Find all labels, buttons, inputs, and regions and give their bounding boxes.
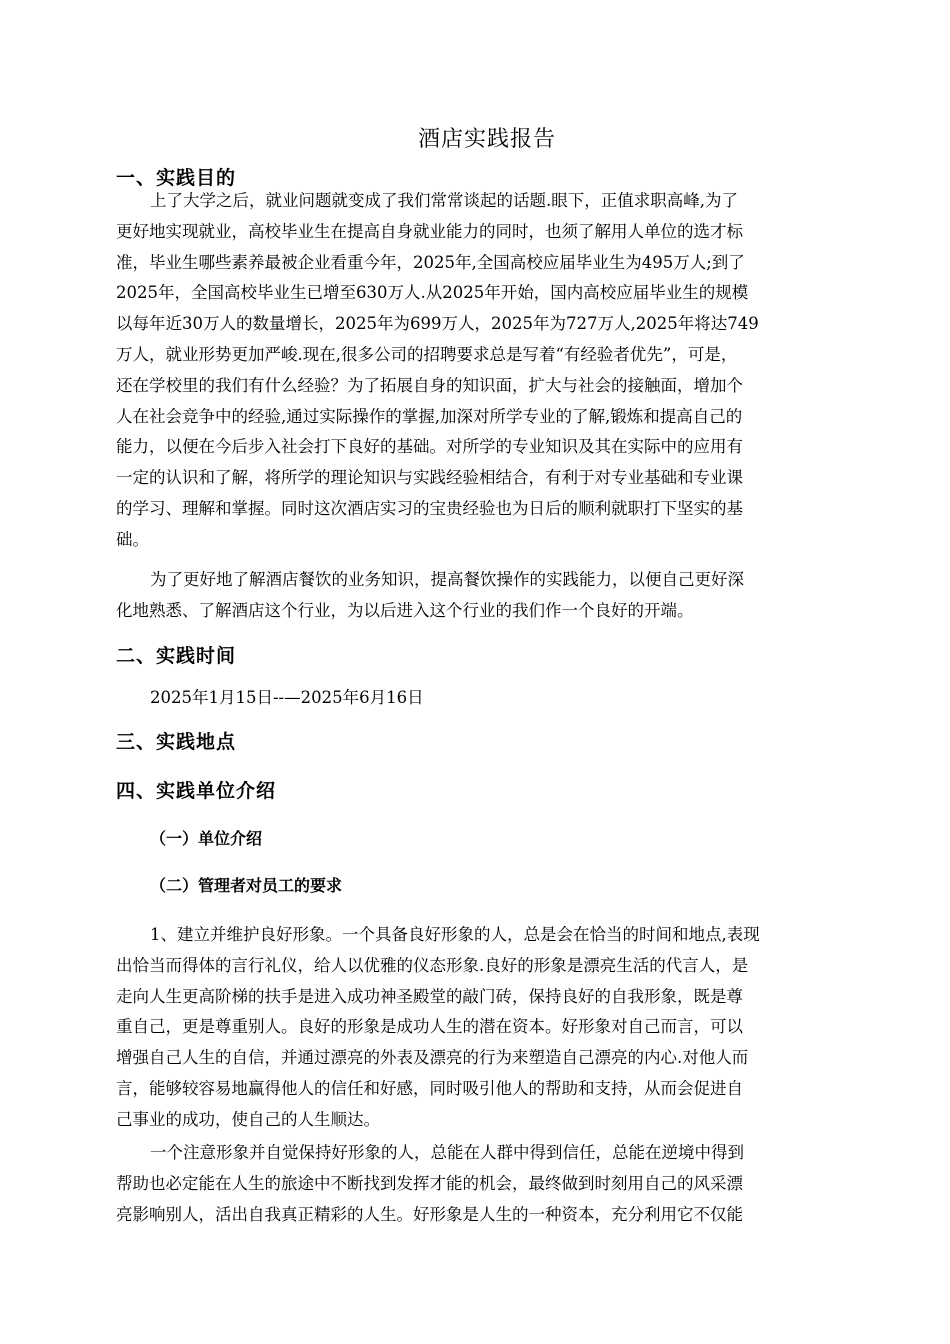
- requirements-paragraph-1: [116, 920, 862, 1136]
- purpose-paragraph-2: [116, 565, 862, 627]
- section-heading-time: 二、实践时间: [116, 645, 237, 667]
- paragraph-line: 出恰当而得体的言行礼仪，给人以优雅的仪态形象.良好的形象是漂亮生活的代言人，是: [116, 955, 749, 975]
- purpose-paragraph-1: [116, 186, 862, 556]
- paragraph-line: 2025年，全国高校毕业生已增至630万人.从2025年开始，国内高校应届毕业生的规模: [116, 283, 749, 303]
- subheading-staff-requirements: （二）管理者对员工的要求: [150, 876, 343, 895]
- paragraph-line: 更好地实现就业，高校毕业生在提高自身就业能力的同时，也须了解用人单位的选才标: [116, 221, 743, 241]
- paragraph-line: 己事业的成功，使自己的人生顺达。: [116, 1109, 380, 1129]
- paragraph-line: 以每年近30万人的数量增长，2025年为699万人，2025年为727万人,2025年将达749: [116, 314, 759, 334]
- paragraph-line: 人在社会竞争中的经验,通过实际操作的掌握,加深对所学专业的了解,锻炼和提高自己的: [116, 406, 743, 426]
- practice-time-text: 2025年1月15日--—2025年6月16日: [150, 688, 424, 707]
- paragraph-line: 一个注意形象并自觉保持好形象的人，总能在人群中得到信任，总能在逆境中得到: [150, 1143, 744, 1162]
- document-title: 酒店实践报告: [417, 127, 556, 152]
- paragraph-line: 一定的认识和了解，将所学的理论知识与实践经验相结合，有利于对专业基础和专业课: [116, 468, 743, 488]
- paragraph-line: 还在学校里的我们有什么经验？为了拓展自身的知识面，扩大与社会的接触面，增加个: [116, 375, 743, 395]
- paragraph-line: 能力，以便在今后步入社会打下良好的基础。对所学的专业知识及其在实际中的应用有: [116, 437, 743, 457]
- paragraph-line: 万人，就业形势更加严峻.现在,很多公司的招聘要求总是写着“有经验者优先”，可是，: [116, 344, 738, 364]
- paragraph-line: 走向人生更高阶梯的扶手是进入成功神圣殿堂的敲门砖，保持良好的自我形象，既是尊: [116, 986, 743, 1006]
- paragraph-line: 为了更好地了解酒店餐饮的业务知识，提高餐饮操作的实践能力，以便自己更好深: [150, 570, 744, 589]
- paragraph-line: 化地熟悉、了解酒店这个行业，为以后进入这个行业的我们作一个良好的开端。: [116, 600, 694, 620]
- paragraph-line: 重自己，更是尊重别人。良好的形象是成功人生的潜在资本。好形象对自己而言，可以: [116, 1017, 743, 1037]
- section-heading-purpose: 一、实践目的: [116, 167, 237, 189]
- requirements-paragraph-2: [116, 1138, 862, 1230]
- paragraph-line: 1、建立并维护良好形象。一个具备良好形象的人，总是会在恰当的时间和地点,表现: [150, 925, 760, 944]
- paragraph-line: 准，毕业生哪些素养最被企业看重今年，2025年,全国高校应届毕业生为495万人;到了: [116, 252, 745, 272]
- paragraph-line: 帮助也必定能在人生的旅途中不断找到发挥才能的机会，最终做到时刻用自己的风采漂: [116, 1173, 743, 1193]
- section-heading-unit: 四、实践单位介绍: [116, 780, 277, 802]
- paragraph-line: 上了大学之后，就业问题就变成了我们常常谈起的话题.眼下，正值求职高峰,为了: [150, 191, 738, 210]
- subheading-unit-intro: （一）单位介绍: [150, 829, 263, 848]
- paragraph-line: 增强自己人生的自信，并通过漂亮的外表及漂亮的行为来塑造自己漂亮的内心.对他人而: [116, 1048, 749, 1068]
- paragraph-line: 言，能够较容易地赢得他人的信任和好感，同时吸引他人的帮助和支持，从而会促进自: [116, 1078, 743, 1098]
- paragraph-line: 亮影响别人，活出自我真正精彩的人生。好形象是人生的一种资本，充分利用它不仅能: [116, 1204, 743, 1224]
- section-heading-location: 三、实践地点: [116, 731, 237, 753]
- paragraph-line: 础。: [116, 529, 149, 549]
- paragraph-line: 的学习、理解和掌握。同时这次酒店实习的宝贵经验也为日后的顺利就职打下坚实的基: [116, 498, 743, 518]
